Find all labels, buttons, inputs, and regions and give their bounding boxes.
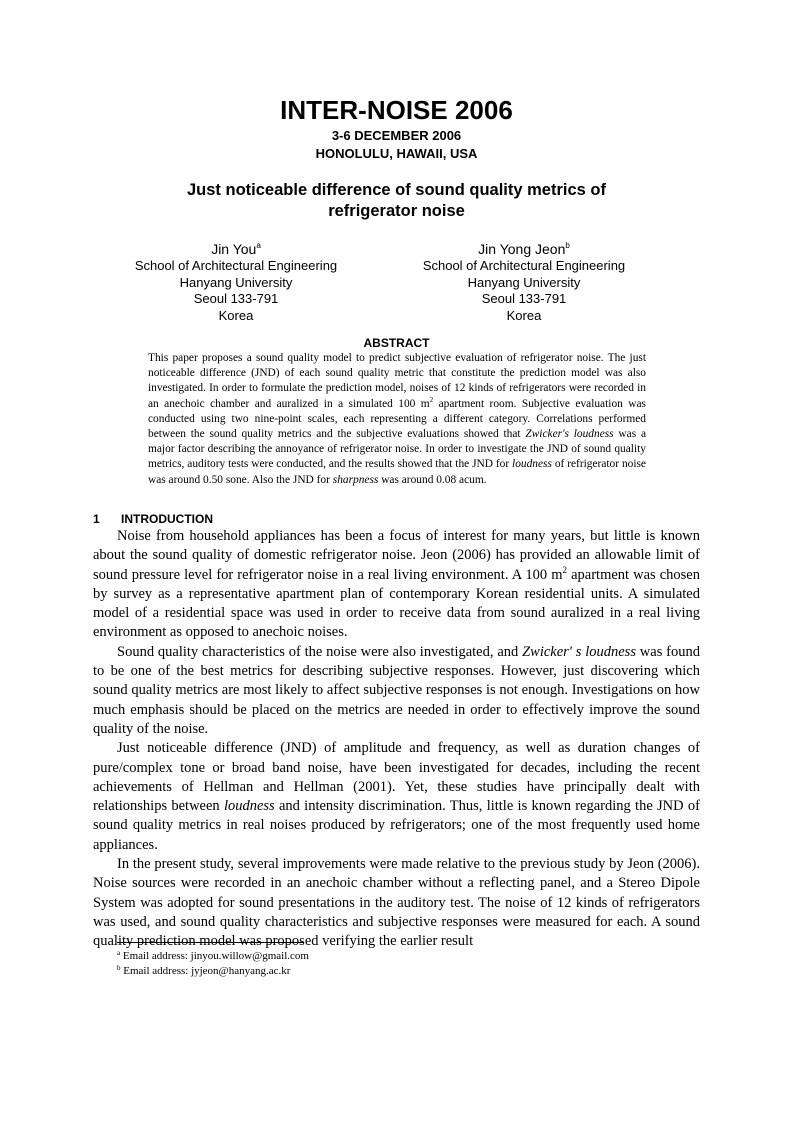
section-title: INTRODUCTION — [121, 512, 213, 526]
paper-title-line-2: refrigerator noise — [328, 202, 465, 220]
emphasis: Zwicker' s loudness — [522, 643, 636, 660]
footnote-text: Email address: jyjeon@hanyang.ac.kr — [123, 964, 291, 977]
author-city: Seoul 133-791 — [481, 291, 567, 306]
text-run: Noise from household appliances has been a focus of interest for many years, but little is known about the sound quality of domestic refrigerator noise. Jeon (2006) has provided an allowable limit of sound pressure level for refrigerator noise in a real living environment. A 100 m — [93, 528, 700, 583]
section-heading — [93, 512, 213, 526]
author-country: Korea — [218, 307, 254, 323]
text-run: Sound quality characteristics of the noise were also investigated, and — [117, 643, 523, 660]
author-university: Hanyang University — [467, 274, 581, 290]
paper-title — [150, 180, 643, 222]
paragraph — [93, 739, 700, 855]
abstract-text — [148, 351, 646, 488]
section-body — [93, 527, 700, 952]
author-name-text: Jin You — [211, 241, 257, 257]
conference-dates: 3-6 DECEMBER 2006 — [331, 128, 462, 143]
footnote-mark: a — [117, 949, 121, 957]
author-department: School of Architectural Engineering — [422, 258, 626, 273]
emphasis: loudness — [223, 798, 275, 815]
author-university: Hanyang University — [179, 274, 293, 290]
text-run: and intensity discrimination. Thus, little is known regarding the JND of sound quality metrics in real noises produced by refrigerators; one of the most frequently used home appliances. — [93, 798, 700, 853]
author-name-1 — [86, 240, 386, 258]
author-affiliation-mark: b — [565, 241, 570, 250]
footnote-item — [117, 964, 697, 979]
abstract-part: was a major factor describing the annoyance of refrigerator noise. In order to investigate the JND of sound quality metrics, auditory tests were conducted, and the results showed that the JND for — [148, 428, 647, 471]
footnote-text: Email address: jinyou.willow@gmail.com — [122, 950, 309, 962]
emphasis: loudness — [512, 458, 552, 471]
conference-name: INTER-NOISE 2006 — [280, 95, 513, 125]
paper-title-line-1: Just noticeable difference of sound quality metrics of — [187, 181, 606, 199]
superscript: 2 — [429, 395, 434, 404]
superscript: 2 — [562, 564, 568, 575]
author-department: School of Architectural Engineering — [134, 258, 338, 273]
abstract-part: apartment room. Subjective evaluation was conducted using two nine-point scales, each representing a different category. Correlations performed between the sound quality metrics and the subjective evaluations showed that — [148, 397, 646, 441]
author-name-text: Jin Yong Jeon — [478, 241, 566, 257]
author-name-2 — [374, 240, 674, 258]
author-affiliation-mark: a — [256, 241, 261, 250]
section-number: 1 — [93, 512, 100, 526]
footnotes — [117, 949, 697, 978]
emphasis: Zwicker's loudness — [525, 428, 614, 441]
emphasis: sharpness — [332, 473, 379, 486]
footnote-mark: b — [117, 963, 121, 972]
paragraph — [93, 527, 700, 643]
author-city: Seoul 133-791 — [193, 291, 279, 306]
author-block-2 — [374, 240, 674, 324]
author-country: Korea — [506, 307, 542, 323]
abstract-heading: ABSTRACT — [363, 336, 430, 350]
footnote-item — [117, 949, 697, 964]
abstract-part: was around 0.08 acum. — [378, 473, 487, 486]
text-run: was found to be one of the best metrics for describing subjective responses. However, just discovering which sound quality metrics are most likely to affect subjective responses is not enough. Investigations on how much emphasis should be placed on the metrics are needed in order to effectively improve the sound quality of the noise. — [93, 643, 701, 737]
text-run: Just noticeable difference (JND) of amplitude and frequency, as well as duration changes of pure/complex tone or broad band noise, have been investigated for decades, including the recent achievements of Hellman and Hellman (2001). Yet, these studies have principally dealt with relationships between — [93, 740, 700, 815]
author-block-1 — [86, 240, 386, 324]
abstract-part: of refrigerator noise was around 0.50 sone. Also the JND for — [148, 458, 646, 486]
paragraph — [93, 643, 700, 739]
abstract-part: This paper proposes a sound quality model to predict subjective evaluation of refrigerator noise. The just noticeable difference (JND) of each sound quality metric that constitute the prediction model was also investigated. In order to formulate the prediction model, noises of 12 kinds of refrigerators were recorded in an anechoic chamber and auralized in a simulated 100 m — [148, 352, 646, 410]
text-run: apartment was chosen by survey as a representative apartment plan of contemporary Korean residential units. A simulated model of a residential space was used in order to receive data from sound auralized in a real living environment as opposed to anechoic noises. — [93, 566, 700, 641]
paragraph: In the present study, several improvements were made relative to the previous study by Jeon (2006). Noise sources were recorded in an anechoic chamber without a reflecting panel, and a Stereo Dipole System was adopted for sound presentations in the auditory test. The noise of 12 kinds of refrigerators was used, and sound quality characteristics and subjective responses were measured for each. A sound quality prediction model was proposed verifying the earlier result — [93, 856, 700, 950]
conference-location: HONOLULU, HAWAII, USA — [315, 146, 478, 161]
footnote-divider — [117, 942, 303, 943]
